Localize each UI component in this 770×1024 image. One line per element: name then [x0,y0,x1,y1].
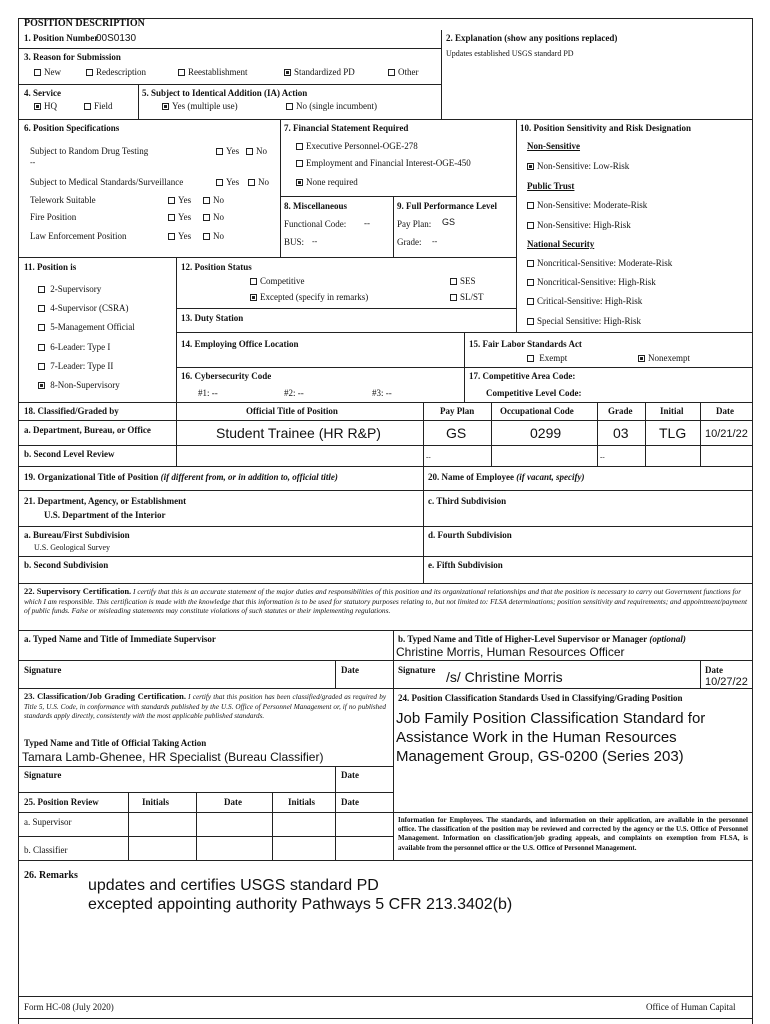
telework-no[interactable]: No [203,195,224,205]
service-hq[interactable]: HQ [34,101,57,111]
review-classifier-label: b. Classifier [24,845,68,855]
checkbox-icon [38,324,45,331]
immediate-supervisor-label: a. Typed Name and Title of Immediate Supervisor [24,634,216,644]
higher-date-label: Date [705,665,723,675]
f26-label: 26. Remarks [24,870,78,881]
cyber-code-1[interactable]: #1: -- [198,388,218,398]
f17-label: 17. Competitive Area Code: [469,371,576,381]
pos-7-leader[interactable]: 7-Leader: Type II [38,361,113,371]
functional-code-label: Functional Code: [284,219,347,229]
reason-other[interactable]: Other [388,67,419,77]
f1-label: 1. Position Number [24,33,99,43]
grade-label: Grade: [397,237,422,247]
bus-label: BUS: [284,237,305,247]
f25-label: 25. Position Review [24,797,99,807]
checkbox-icon [168,197,175,204]
information-for-employees: Information for Employees. The standards, and information on their application, are available in the personnel office. The classification of the position may be reviewed and corrected by the agency or the U.S. Office of Personnel Management. Information on classification/job grading appeals, and complaints on exemption from FLSA, is available from the personnel office or the U.S. Office of Personnel Management. [398,816,748,852]
checkbox-icon [203,214,210,221]
non-sensitive-heading: Non-Sensitive [527,141,581,151]
law-label: Law Enforcement Position [30,231,127,241]
second-level-label: b. Second Level Review [24,449,115,459]
checkbox-icon [527,222,534,229]
bus-value[interactable]: -- [312,237,318,246]
second-level-grade[interactable]: -- [600,453,605,461]
checkbox-icon [450,294,457,301]
footer-form-id: Form HC-08 (July 2020) [24,1002,114,1012]
checkbox-icon [38,286,45,293]
f19-label: 19. Organizational Title of Position (if different from, or in addition to, official title) [24,472,338,482]
f6-label: 6. Position Specifications [24,123,120,133]
official-taking-action-label: Typed Name and Title of Official Taking Action [24,738,207,748]
cyber-code-2[interactable]: #2: -- [284,388,304,398]
supervisor-signature-label: Signature [24,665,62,675]
pos-6-leader[interactable]: 6-Leader: Type I [38,342,110,352]
reason-redescription[interactable]: Redescription [86,67,146,77]
status-ses[interactable]: SES [450,276,476,286]
checkbox-icon [178,69,185,76]
grade-cell[interactable]: 03 [613,425,629,441]
checkbox-icon [84,103,91,110]
checked-checkbox-icon [34,103,41,110]
official-title-value[interactable]: Student Trainee (HR R&P) [216,425,381,441]
f24-label: 24. Position Classification Standards Used in Classifying/Grading Position [398,693,683,703]
explanation-value[interactable]: Updates established USGS standard PD [446,49,574,58]
page-title: POSITION DESCRIPTION [24,18,145,29]
checkbox-icon [527,279,534,286]
f2-label: 2. Explanation (show any positions replaced) [446,33,618,43]
checkbox-icon [527,298,534,305]
col-official-title: Official Title of Position [246,406,338,416]
checkbox-icon [527,260,534,267]
footer-office: Office of Human Capital [646,1002,736,1012]
checkbox-icon [527,202,534,209]
review-initials-1: Initials [142,797,170,807]
checkbox-icon [38,363,45,370]
fire-no[interactable]: No [203,212,224,222]
f16-label: 16. Cybersecurity Code [181,371,272,381]
classification-standard-value[interactable]: Job Family Position Classification Standard for Assistance Work in the Human Resources Management Group, GS-0200 (Series 203) [396,710,706,765]
law-yes[interactable]: Yes [168,231,191,241]
fifth-subdivision-label: e. Fifth Subdivision [428,560,503,570]
fin-oge-450[interactable]: Employment and Financial Interest-OGE-450 [296,158,471,168]
remarks-line-2[interactable]: excepted appointing authority Pathways 5 CFR 213.3402(b) [88,896,513,913]
col-occ-code: Occupational Code [500,406,574,416]
status-slst[interactable]: SL/ST [450,292,484,302]
ia-no[interactable]: No (single incumbent) [286,101,377,111]
review-date-1: Date [224,797,242,807]
remarks-line-1[interactable]: updates and certifies USGS standard PD [88,877,379,894]
competitive-level-label: Competitive Level Code: [486,388,582,398]
flsa-nonexempt[interactable]: Nonexempt [638,353,690,363]
sens-critical-high[interactable]: Critical-Sensitive: High-Risk [527,296,642,306]
review-initials-2: Initials [288,797,316,807]
second-level-pay-plan[interactable]: -- [426,453,431,461]
medical-no[interactable]: No [248,177,269,187]
bureau-label: a. Bureau/First Subdivision [24,530,130,540]
sens-ns-low[interactable]: Non-Sensitive: Low-Risk [527,161,629,171]
supervisor-date-label: Date [341,665,359,675]
fire-label: Fire Position [30,212,77,222]
higher-signature-label: Signature [398,665,436,675]
third-subdivision-label: c. Third Subdivision [428,496,507,506]
col-date: Date [716,406,734,416]
occ-code-cell[interactable]: 0299 [530,425,562,441]
f22-certification: 22. Supervisory Certification. I certify that this is an accurate statement of the major duties and responsibilities of this position and its organizational relationships and that the position is necessary to carry out Government functions for which I am responsible. This certification is made with the knowledge that this information is to be used for statutory purposes relating to, but not limited to: FLSA determinations; position sensitivity and requirements; and appointment/payment of public funds. False or misleading statements may constitute violations of such statutes or their implementing regulations. [24,586,747,615]
checked-checkbox-icon [250,294,257,301]
second-subdivision-label: b. Second Subdivision [24,560,109,570]
f14-label: 14. Employing Office Location [181,339,299,349]
f21-label: 21. Department, Agency, or Establishment [24,496,187,506]
checked-checkbox-icon [296,179,303,186]
higher-supervisor-value[interactable]: Christine Morris, Human Resources Officer [396,645,625,659]
official-taking-action-value[interactable]: Tamara Lamb-Ghenee, HR Specialist (Bureau Classifier) [22,750,324,764]
reason-new[interactable]: New [34,67,61,77]
national-security-heading: National Security [527,239,595,249]
sens-ns-high[interactable]: Non-Sensitive: High-Risk [527,220,631,230]
checkbox-icon [246,148,253,155]
status-competitive[interactable]: Competitive [250,276,305,286]
checkbox-icon [248,179,255,186]
f11-label: 11. Position is [24,262,77,272]
col-grade: Grade [608,406,633,416]
pos-2-supervisory[interactable]: 2-Supervisory [38,284,101,294]
pos-4-supervisor[interactable]: 4-Supervisor (CSRA) [38,303,129,313]
f3-label: 3. Reason for Submission [24,52,121,62]
checkbox-icon [296,160,303,167]
public-trust-heading: Public Trust [527,181,575,191]
dept-bureau-label: a. Department, Bureau, or Office [24,425,151,435]
position-number[interactable]: 00S0130 [96,33,137,44]
review-date-2: Date [341,797,359,807]
f18-label: 18. Classified/Graded by [24,406,119,416]
checked-checkbox-icon [284,69,291,76]
checkbox-icon [203,233,210,240]
sens-nc-high[interactable]: Noncritical-Sensitive: High-Risk [527,277,656,287]
pay-plan-label: Pay Plan: [397,219,432,229]
fin-none[interactable]: None required [296,177,358,187]
f20-label: 20. Name of Employee (if vacant, specify) [428,472,585,482]
checkbox-icon [38,305,45,312]
drug-no[interactable]: No [246,146,267,156]
department-value[interactable]: U.S. Department of the Interior [44,510,166,520]
checkbox-icon [388,69,395,76]
checkbox-icon [527,355,534,362]
higher-date-value[interactable]: 10/27/22 [705,676,748,688]
col-initial: Initial [660,406,684,416]
f7-label: 7. Financial Statement Required [284,123,409,133]
reason-standardized-pd[interactable]: Standardized PD [284,67,355,77]
f4-label: 4. Service [24,88,61,98]
law-no[interactable]: No [203,231,224,241]
higher-supervisor-label: b. Typed Name and Title of Higher-Level Supervisor or Manager (optional) [398,634,686,644]
telework-label: Telework Suitable [30,195,96,205]
checked-checkbox-icon [38,382,45,389]
checked-checkbox-icon [527,163,534,170]
checkbox-icon [216,179,223,186]
sens-ns-moderate[interactable]: Non-Sensitive: Moderate-Risk [527,200,647,210]
fire-yes[interactable]: Yes [168,212,191,222]
checkbox-icon [168,233,175,240]
f15-label: 15. Fair Labor Standards Act [469,339,582,349]
flsa-exempt[interactable]: Exempt [527,353,567,363]
grade-value[interactable]: -- [432,237,438,246]
checkbox-icon [38,344,45,351]
ia-yes[interactable]: Yes (multiple use) [162,101,238,111]
functional-code-value[interactable]: -- [364,218,370,228]
higher-signature-value[interactable]: /s/ Christine Morris [446,669,563,685]
date-cell[interactable]: 10/21/22 [705,428,748,440]
f10-label: 10. Position Sensitivity and Risk Designation [520,123,692,133]
classifier-signature-label: Signature [24,770,62,780]
initial-cell[interactable]: TLG [659,425,687,441]
checkbox-icon [168,214,175,221]
checkbox-icon [216,148,223,155]
pay-plan-cell[interactable]: GS [446,425,467,441]
checkbox-icon [34,69,41,76]
sens-nc-moderate[interactable]: Noncritical-Sensitive: Moderate-Risk [527,258,672,268]
review-supervisor-label: a. Supervisor [24,817,72,827]
service-field[interactable]: Field [84,101,113,111]
f5-label: 5. Subject to Identical Addition (IA) Action [142,88,308,98]
f9-label: 9. Full Performance Level [397,201,497,211]
medical-yes[interactable]: Yes [216,177,239,187]
checked-checkbox-icon [638,355,645,362]
fourth-subdivision-label: d. Fourth Subdivision [428,530,512,540]
checkbox-icon [250,278,257,285]
checkbox-icon [203,197,210,204]
cyber-code-3[interactable]: #3: -- [372,388,392,398]
status-excepted[interactable]: Excepted (specify in remarks) [250,292,368,302]
checkbox-icon [286,103,293,110]
drug-yes[interactable]: Yes [216,146,239,156]
f23-certification: 23. Classification/Job Grading Certification. I certify that this position has been classified/graded as required by Title 5, U.S. Code, in conformance with standards published by the U.S. Office of Personnel Management or, if no published standards apply directly, consistently with the most applicable published standards. [24,691,387,720]
f12-label: 12. Position Status [181,262,252,272]
classifier-date-label: Date [341,770,359,780]
checkbox-icon [527,318,534,325]
fin-oge-278[interactable]: Executive Personnel-OGE-278 [296,141,418,151]
pos-8-non-supervisory[interactable]: 8-Non-Supervisory [38,380,120,390]
checkbox-icon [296,143,303,150]
checkbox-icon [86,69,93,76]
medical-label: Subject to Medical Standards/Surveillance [30,177,184,187]
f13-label: 13. Duty Station [181,313,244,323]
sens-special-high[interactable]: Special Sensitive: High-Risk [527,316,641,326]
col-pay-plan: Pay Plan [440,406,475,416]
checked-checkbox-icon [162,103,169,110]
drug-value: -- [30,158,36,167]
bureau-value[interactable]: U.S. Geological Survey [34,543,110,552]
telework-yes[interactable]: Yes [168,195,191,205]
checkbox-icon [450,278,457,285]
reason-reestablishment[interactable]: Reestablishment [178,67,248,77]
pay-plan-value[interactable]: GS [442,217,456,227]
f8-label: 8. Miscellaneous [284,201,347,211]
pos-5-management[interactable]: 5-Management Official [38,322,135,332]
drug-testing-label: Subject to Random Drug Testing [30,146,149,156]
